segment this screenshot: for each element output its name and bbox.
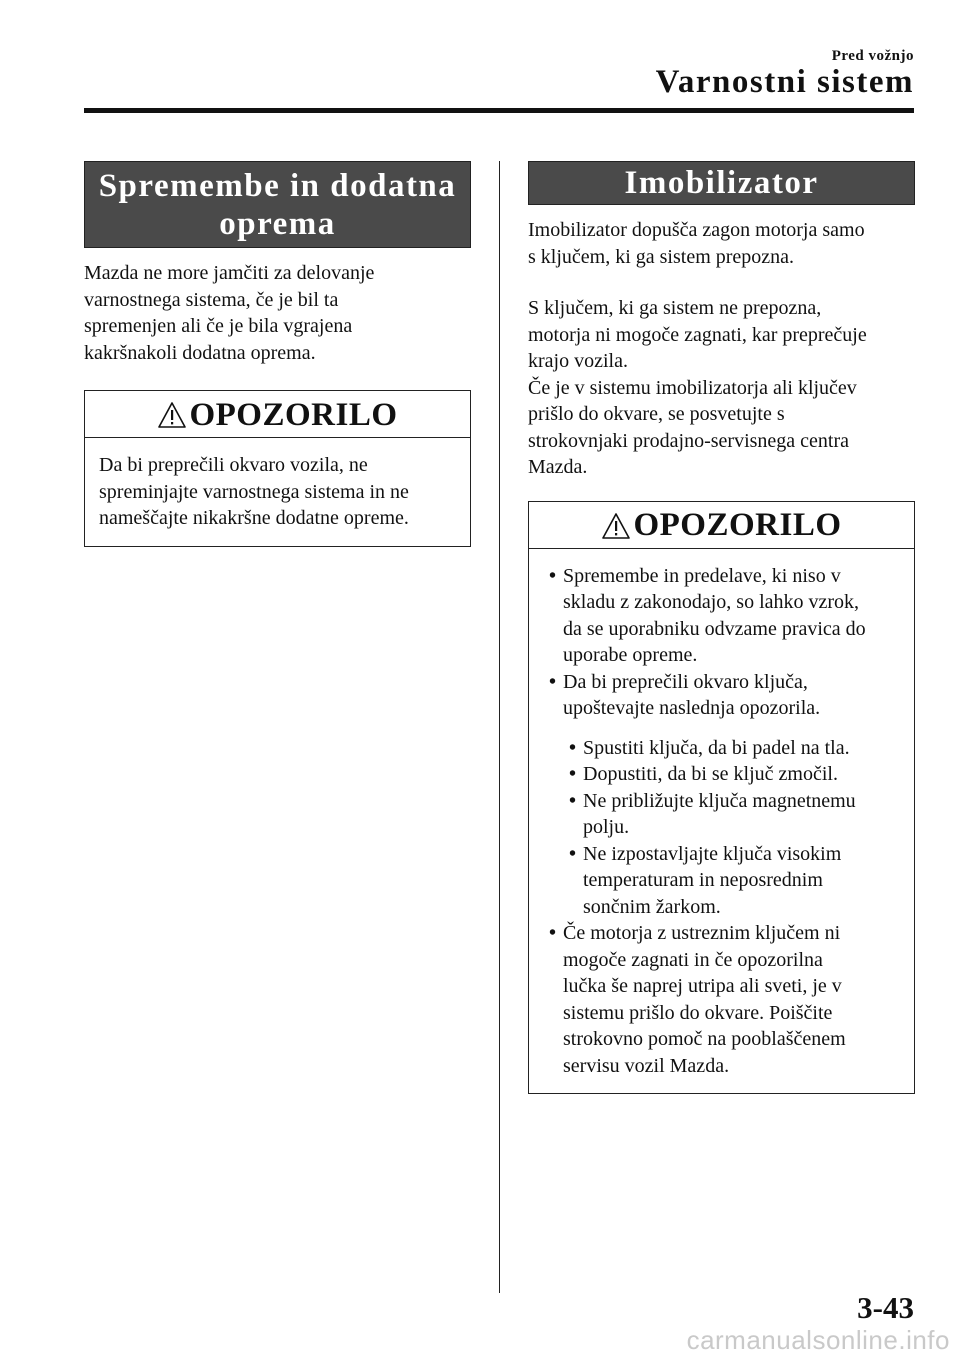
text-line: servisu vozil Mazda. — [563, 1054, 730, 1077]
warning-box — [528, 501, 915, 1095]
text-line: krajo vozila. — [528, 350, 628, 372]
header-rule — [84, 108, 914, 113]
paragraph — [528, 295, 915, 481]
warning-triangle-icon — [601, 512, 631, 540]
paragraph — [528, 217, 915, 270]
list-item — [543, 563, 902, 669]
text-line: spremenjen ali če je bila vgrajena — [84, 315, 353, 337]
sub-list-item — [543, 841, 902, 921]
sub-list-item — [543, 735, 902, 762]
text-line: Spremembe in predelave, ki niso v — [563, 564, 841, 587]
bullet-icon: • — [549, 922, 557, 944]
left-column — [84, 161, 471, 547]
right-column — [528, 161, 915, 1094]
text-line: spreminjajte varnostnega sistema in ne — [99, 480, 409, 503]
text-line: mogoče zagnati in če opozorilna — [563, 948, 823, 971]
text-line: nameščajte nikakršne dodatne opreme. — [99, 507, 409, 529]
text-line: strokovnjaki prodajno-servisnega centra — [528, 429, 850, 452]
sub-list-item — [543, 788, 902, 841]
list-item — [543, 669, 902, 722]
warning-label: OPOZORILO — [189, 396, 398, 433]
text-line: kakršnakoli dodatna oprema. — [84, 341, 316, 364]
text-line: polju. — [583, 816, 630, 838]
section-subtitle: Pred vožnjo — [831, 48, 914, 64]
text-line: Imobilizator dopušča zagon motorja samo — [528, 219, 865, 241]
page-title: Varnostni sistem — [655, 64, 914, 100]
text-line: Mazda. — [528, 456, 588, 478]
text-line: varnostnega sistema, če je bil ta — [84, 288, 339, 311]
text-line: Da bi preprečili okvaro vozila, ne — [99, 454, 368, 476]
text-line: Če je v sistemu imobilizatorja ali ključev — [528, 376, 857, 399]
warning-box — [84, 390, 471, 547]
text-line: sistemu prišlo do okvare. Poiščite — [563, 1001, 833, 1024]
text-line: S ključem, ki ga sistem ne prepozna, — [528, 297, 822, 319]
text-line: sončnim žarkom. — [583, 895, 721, 918]
section-heading-imobilizator — [528, 161, 915, 205]
text-line: s ključem, ki ga sistem prepozna. — [528, 245, 795, 268]
text-line: Dopustiti, da bi se ključ zmočil. — [583, 763, 838, 785]
bullet-icon: • — [569, 763, 577, 785]
bullet-icon: • — [569, 736, 577, 759]
warning-header — [85, 391, 470, 438]
heading-line: Spremembe in dodatna — [98, 168, 457, 204]
text-line: Mazda ne more jamčiti za delovanje — [84, 262, 375, 284]
heading-line: Imobilizator — [624, 165, 819, 201]
text-line: Da bi preprečili okvaro ključa, — [563, 670, 808, 693]
text-line: uporabe opreme. — [563, 644, 698, 666]
bullet-icon: • — [549, 670, 557, 693]
warning-body — [85, 438, 470, 546]
heading-line: oprema — [219, 206, 336, 242]
text-line: Spustiti ključa, da bi padel na tla. — [583, 736, 850, 759]
warning-header — [529, 502, 914, 549]
text-line: Če motorja z ustreznim ključem ni — [563, 922, 841, 944]
paragraph — [84, 260, 471, 366]
page-number: 3-43 — [857, 1290, 914, 1325]
text-line: lučka še naprej utripa ali sveti, je v — [563, 975, 842, 997]
text-line: Ne izpostavljajte ključa visokim — [583, 842, 842, 865]
section-heading-spremembe — [84, 161, 471, 248]
watermark: carmanualsonline.info — [686, 1325, 950, 1355]
warning-label: OPOZORILO — [633, 507, 842, 543]
column-divider — [499, 161, 500, 1293]
text-line: prišlo do okvare, se posvetujte s — [528, 403, 785, 425]
text-line: da se uporabniku odvzame pravica do — [563, 617, 866, 640]
sub-list-item — [543, 761, 902, 788]
list-item — [543, 920, 902, 1079]
bullet-icon: • — [549, 564, 557, 587]
bullet-icon: • — [569, 789, 577, 812]
text-line: skladu z zakonodajo, so lahko vzrok, — [563, 591, 860, 613]
text-line: strokovno pomoč na pooblaščenem — [563, 1028, 846, 1050]
text-line: Ne približujte ključa magnetnemu — [583, 789, 856, 812]
warning-triangle-icon — [157, 401, 187, 429]
text-line: motorja ni mogoče zagnati, kar preprečuje — [528, 323, 867, 346]
bullet-icon: • — [569, 842, 577, 865]
text-line: upoštevajte naslednja opozorila. — [563, 697, 821, 719]
warning-body — [529, 549, 914, 1094]
text-line: temperaturam in neposrednim — [583, 869, 823, 891]
